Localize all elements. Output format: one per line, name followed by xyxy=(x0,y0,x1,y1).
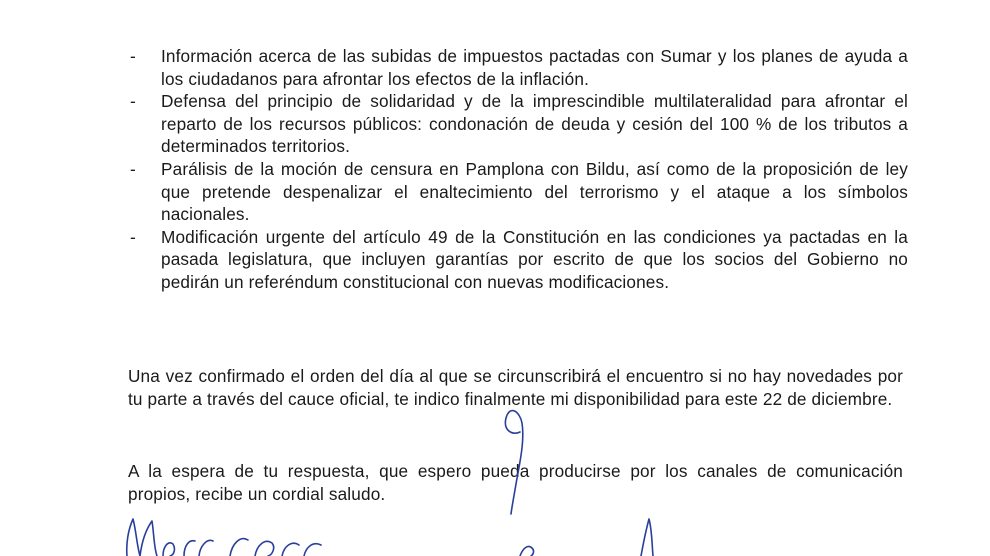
signature-stroke-right xyxy=(641,519,653,556)
signature-stroke-left xyxy=(127,519,321,556)
bullet-text: Modificación urgente del artículo 49 de la Constitución en las condiciones ya pactadas en la pasada legislatura, que incluyen garantías por escrito de que los socios del Gobierno no pedirán un referéndum constitucional con nuevas modificaciones. xyxy=(161,226,908,292)
bullet-text: Parálisis de la moción de censura en Pamplona con Bildu, así como de la proposición de ley que pretende despenalizar el enaltecimiento del terrorismo y el ataque a los símbolos nacionales. xyxy=(161,158,908,225)
bullet-item-pamplona-motion xyxy=(128,158,908,226)
bullet-marker: - xyxy=(130,91,136,112)
bullet-marker: - xyxy=(130,226,136,247)
bullet-item-article-49 xyxy=(128,226,908,294)
bullet-text: Información acerca de las subidas de impuestos pactadas con Sumar y los planes de ayuda a los ciudadanos para afrontar los efectos de la inflación. xyxy=(161,46,908,89)
bullet-list xyxy=(128,45,908,294)
bullet-marker: - xyxy=(130,46,136,66)
bullet-item-solidarity xyxy=(128,90,908,158)
bullet-marker: - xyxy=(130,158,136,179)
paragraph-availability: Una vez confirmado el orden del día al que se circunscribirá el encuentro si no hay novedades por tu parte a través del cauce oficial, te indico finalmente mi disponibilidad para este 22 de diciembre. xyxy=(128,366,903,409)
signature-stroke-center xyxy=(520,546,534,556)
bullet-item-tax-increases xyxy=(128,45,908,90)
bullet-text: Defensa del principio de solidaridad y de la imprescindible multilateralidad para afrontar el reparto de los recursos públicos: condonación de deuda y cesión del 100 % de los tributos a determinados territorios. xyxy=(161,91,908,157)
paragraph-closing: A la espera de tu respuesta, que espero pueda producirse por los canales de comunicación propios, recibe un cordial saludo. xyxy=(128,461,903,504)
